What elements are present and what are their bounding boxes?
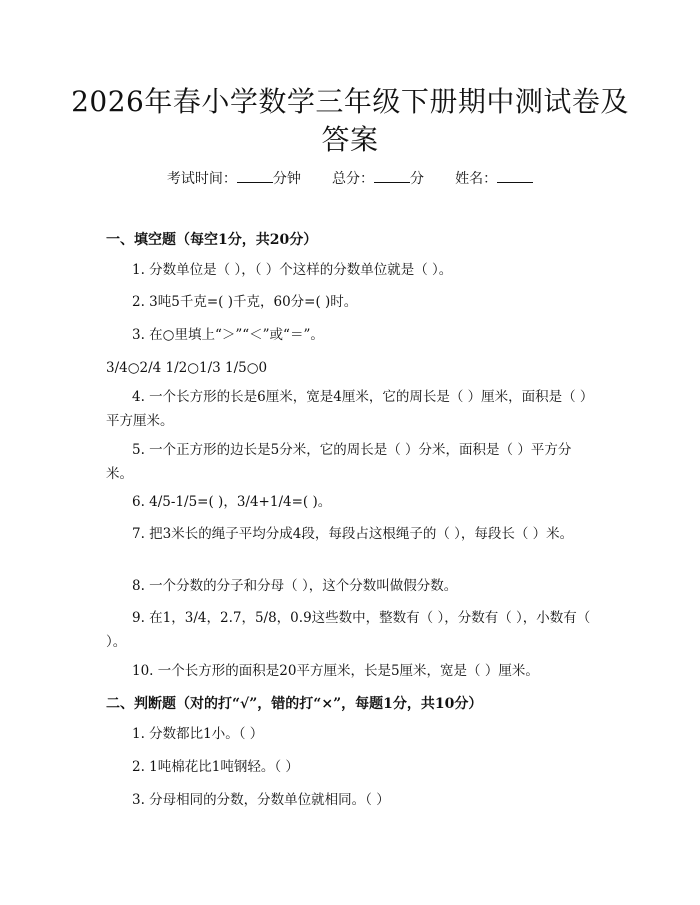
question-1-3-comparisons: 3/4○2/4 1/2○1/3 1/5○0 [106,360,268,376]
question-1-7: 7. 把3米长的绳子平均分成4段，每段占这根绳子的（ ），每段长（ ）米。 [132,526,574,542]
exam-title-line-2: 答案 [321,123,379,156]
name-blank [497,168,533,183]
exam-info-line [0,168,700,189]
time-blank [237,168,273,183]
question-1-5: 5. 一个正方形的边长是5分米，它的周长是（ ）分米，面积是（ ）平方分米。 [106,442,572,482]
score-unit: 分 [410,171,424,187]
question-1-1: 1. 分数单位是（ ），（ ）个这样的分数单位就是（ ）。 [132,262,453,278]
question-1-2: 2. 3吨5千克=( )千克，60分=( )时。 [132,294,358,310]
question-2-2: 2. 1吨棉花比1吨钢轻。（ ） [132,759,299,775]
score-blank [374,168,410,183]
time-unit: 分钟 [272,171,301,187]
time-label: 考试时间： [166,171,237,187]
score-label: 总分： [332,171,374,187]
exam-title-line-1: 2026年春小学数学三年级下册期中测试卷及 [71,85,629,118]
name-label: 姓名： [455,171,498,187]
question-1-6: 6. 4/5-1/5=( )，3/4+1/4=( )。 [132,494,332,510]
question-1-10: 10. 一个长方形的面积是20平方厘米，长是5厘米，宽是（ ）厘米。 [132,663,539,679]
section-1-heading: 一、填空题（每空1分，共20分） [106,232,318,248]
section-2-heading: 二、判断题（对的打“√”，错的打“×”，每题1分，共10分） [106,696,483,712]
question-1-3: 3. 在○里填上“＞”“＜”或“＝”。 [132,327,324,343]
question-1-8: 8. 一个分数的分子和分母（ ），这个分数叫做假分数。 [132,578,458,594]
question-1-9: 9. 在1，3/4，2.7，5/8，0.9这些数中，整数有（ ），分数有（ ），小数有（ ）。 [106,610,591,650]
question-1-4: 4. 一个长方形的长是6厘米，宽是4厘米，它的周长是（ ）厘米，面积是（ ）平方厘米。 [106,389,587,429]
question-2-3: 3. 分母相同的分数，分数单位就相同。（ ） [132,792,390,808]
question-2-1: 1. 分数都比1小。（ ） [132,726,264,742]
